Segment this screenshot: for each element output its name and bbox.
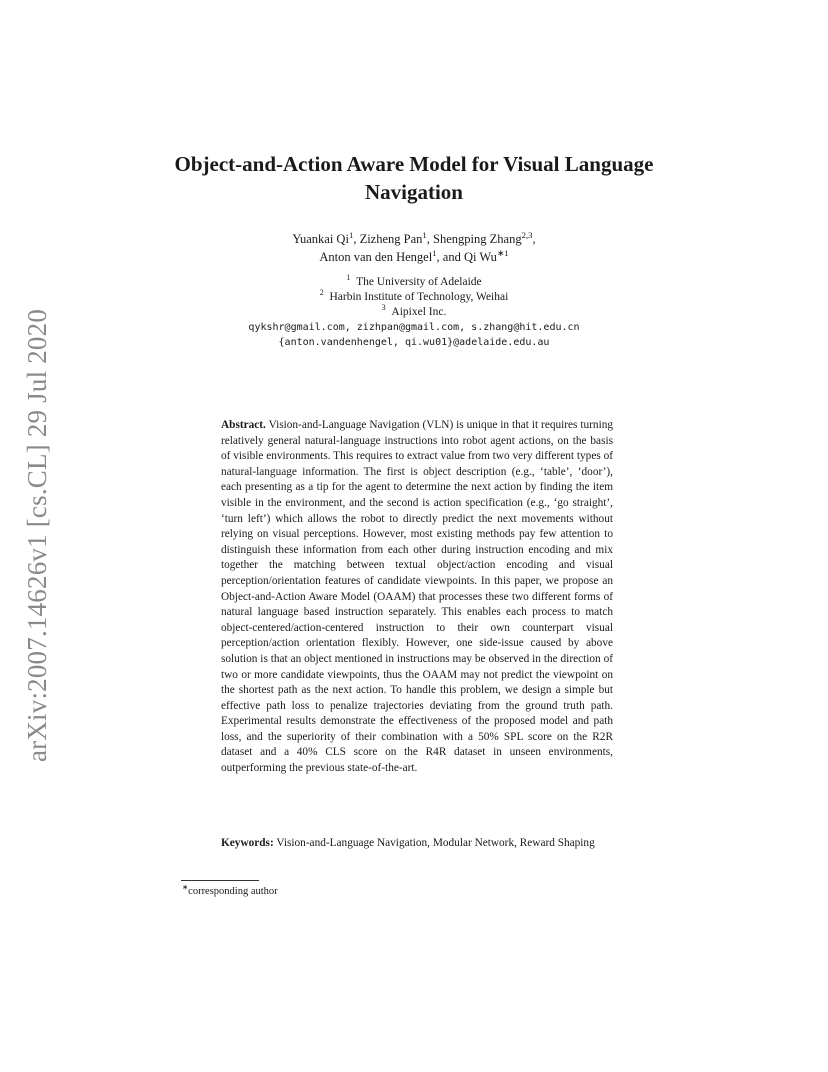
author-sup: 1 (422, 229, 427, 240)
author-sup: 1 (348, 229, 354, 240)
footnote-text: corresponding author (188, 886, 278, 897)
author-name: Yuankai Qi (292, 232, 349, 246)
author-list: Yuankai Qi$^1$, Zizheng Pan$^1$, Shengping Zhang$^{2,3}$, Anton van den Hengel$^1$, and Qi $Wu^{∗1}$ (292, 229, 536, 264)
affiliation-name: Harbin Institute of Technology, Weihai (329, 291, 509, 303)
author-name: Shengping Zhang (433, 232, 522, 246)
author-sup: ∗1 (496, 247, 509, 258)
arxiv-stamp (20, 300, 56, 770)
author-name: Zizheng Pan (359, 232, 423, 246)
footnote (182, 882, 278, 897)
affiliation-sup: 3 (381, 303, 386, 313)
keywords-text: Vision-and-Language Navigation, Modular Network, Reward Shaping (276, 837, 595, 849)
keywords-label: Keywords: (221, 837, 274, 849)
paper-title: Object-and-Action Aware Model for Visual Language Navigation (174, 152, 654, 204)
author-sup: 2,3 (521, 229, 533, 240)
email-line: qykshr@gmail.com, zizhpan@gmail.com, s.zhang@hit.edu.cn (248, 322, 580, 333)
affiliation-sup: 2 (319, 288, 324, 298)
affiliations (140, 275, 688, 350)
abstract-text: Vision-and-Language Navigation (VLN) is unique in that it requires turning relatively general natural-language instructions into robot agent actions, on the basis of visible environments. This requires to extract value from two very different types of natural-language information. The first is object description (e.g., ‘table’, ‘door’), each presenting as a tip for the agent to determine the next action by finding the item visible in the environment, and the second is action specification (e.g., ‘go straight’, ‘turn left’) which allows the robot to directly predict the next movements without relying on visual perceptions. However, most existing methods pay few attention to distinguish these information from each other during instruction encoding and mix together the matching between textual object/action encoding and visual perception/orientation features of candidate viewpoints. In this paper, we propose an Object-and-Action Aware Model (OAAM) that processes these two different forms of natural language based instruction separately. This enables each process to match object-centered/action-centered instruction to their own counterpart visual perception/action orientation flexibly. However, one side-issue caused by above solution is that an object mentioned in instructions may be observed in the direction of two or more candidate viewpoints, thus the OAAM may not predict the viewpoint on the shortest path as the next action. To handle this problem, we design a simple but effective path loss to penalize trajectories deviating from the ground truth path. Experimental results demonstrate the effectiveness of the proposed model and path loss, and the superiority of their combination with a 50% SPL score on the R2R dataset and a 40% CLS score on the R4R dataset in unseen environments, outperforming the previous state-of-the-art. (221, 419, 614, 775)
author-name: Qi Wu (463, 250, 497, 264)
footnote-rule (181, 880, 259, 881)
email-line: {anton.vandenhengel, qi.wu01}@adelaide.edu.au (278, 337, 550, 348)
footnote-mark: ∗ (182, 882, 189, 892)
affiliation-name: Aipixel Inc. (391, 306, 447, 318)
affiliation-line (140, 275, 688, 290)
keywords (221, 836, 613, 852)
author-name: Anton van den Hengel (319, 250, 433, 264)
abstract-label: Abstract. (221, 419, 266, 431)
affiliation-sup: 1 (346, 273, 351, 283)
arxiv-id: arXiv:2007.14626v1 [cs.CL] 29 Jul 2020 (22, 308, 53, 762)
affiliation-line (140, 305, 688, 320)
affiliation-line (140, 290, 688, 305)
affiliation-name: The University of Adelaide (356, 276, 482, 288)
author-sup: 1 (432, 247, 437, 258)
abstract (221, 418, 613, 777)
